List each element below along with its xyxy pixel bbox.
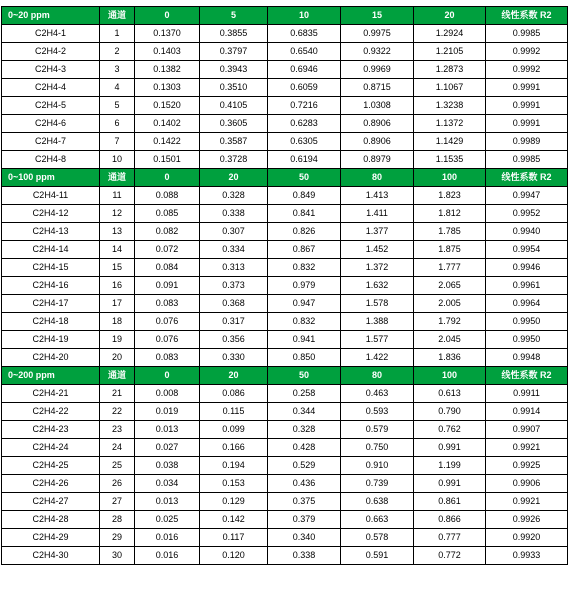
channel-cell: 14	[100, 241, 135, 259]
sensor-id-cell: C2H4-30	[2, 547, 100, 565]
channel-cell: 30	[100, 547, 135, 565]
value-cell: 0.841	[268, 205, 341, 223]
value-cell: 0.166	[200, 439, 268, 457]
table-row	[2, 529, 568, 547]
value-cell: 1.372	[341, 259, 414, 277]
value-cell: 0.991	[414, 475, 486, 493]
r2-cell: 0.9954	[486, 241, 568, 259]
r2-cell: 0.9948	[486, 349, 568, 367]
sensor-id-cell: C2H4-21	[2, 385, 100, 403]
value-cell: 0.529	[268, 457, 341, 475]
value-cell: 0.8906	[341, 115, 414, 133]
value-cell: 0.3797	[200, 43, 268, 61]
value-cell: 0.4105	[200, 97, 268, 115]
r2-cell: 0.9921	[486, 493, 568, 511]
value-cell: 0.317	[200, 313, 268, 331]
value-cell: 0.344	[268, 403, 341, 421]
value-cell: 0.076	[135, 313, 200, 331]
value-cell: 0.019	[135, 403, 200, 421]
value-cell: 0.1303	[135, 79, 200, 97]
value-cell: 0.083	[135, 349, 200, 367]
value-cell: 1.777	[414, 259, 486, 277]
sensor-id-cell: C2H4-16	[2, 277, 100, 295]
channel-cell: 17	[100, 295, 135, 313]
channel-cell: 2	[100, 43, 135, 61]
r2-cell: 0.9950	[486, 313, 568, 331]
value-cell: 0.373	[200, 277, 268, 295]
value-cell: 0.3587	[200, 133, 268, 151]
channel-cell: 16	[100, 277, 135, 295]
r2-header: 线性系数 R2	[486, 367, 568, 385]
section-header-row	[2, 169, 568, 187]
value-cell: 0.1403	[135, 43, 200, 61]
sensor-id-cell: C2H4-2	[2, 43, 100, 61]
value-cell: 0.307	[200, 223, 268, 241]
value-cell: 1.413	[341, 187, 414, 205]
value-cell: 0.085	[135, 205, 200, 223]
value-cell: 0.663	[341, 511, 414, 529]
value-cell: 0.379	[268, 511, 341, 529]
r2-cell: 0.9911	[486, 385, 568, 403]
value-cell: 0.436	[268, 475, 341, 493]
sensor-id-cell: C2H4-20	[2, 349, 100, 367]
value-cell: 1.377	[341, 223, 414, 241]
value-cell: 0.3510	[200, 79, 268, 97]
r2-cell: 0.9952	[486, 205, 568, 223]
table-row	[2, 241, 568, 259]
table-row	[2, 421, 568, 439]
range-label: 0~200 ppm	[2, 367, 100, 385]
calibration-table	[1, 6, 568, 565]
value-cell: 0.8979	[341, 151, 414, 169]
value-cell: 0.328	[268, 421, 341, 439]
value-cell: 1.1535	[414, 151, 486, 169]
value-cell: 0.850	[268, 349, 341, 367]
channel-cell: 23	[100, 421, 135, 439]
value-cell: 0.7216	[268, 97, 341, 115]
sensor-id-cell: C2H4-26	[2, 475, 100, 493]
value-cell: 0.866	[414, 511, 486, 529]
r2-cell: 0.9940	[486, 223, 568, 241]
value-cell: 0.832	[268, 313, 341, 331]
table-row	[2, 403, 568, 421]
value-cell: 0.258	[268, 385, 341, 403]
value-cell: 0.579	[341, 421, 414, 439]
value-cell: 0.086	[200, 385, 268, 403]
value-cell: 0.826	[268, 223, 341, 241]
channel-cell: 4	[100, 79, 135, 97]
r2-cell: 0.9933	[486, 547, 568, 565]
value-cell: 1.875	[414, 241, 486, 259]
r2-cell: 0.9989	[486, 133, 568, 151]
table-row	[2, 547, 568, 565]
value-cell: 1.2105	[414, 43, 486, 61]
sensor-id-cell: C2H4-3	[2, 61, 100, 79]
value-cell: 0.638	[341, 493, 414, 511]
value-cell: 0.038	[135, 457, 200, 475]
channel-cell: 18	[100, 313, 135, 331]
table-row	[2, 475, 568, 493]
channel-cell: 6	[100, 115, 135, 133]
channel-cell: 10	[100, 151, 135, 169]
value-cell: 0.016	[135, 529, 200, 547]
concentration-header: 0	[135, 367, 200, 385]
value-cell: 0.6540	[268, 43, 341, 61]
channel-header: 通道	[100, 7, 135, 25]
r2-cell: 0.9950	[486, 331, 568, 349]
value-cell: 1.1372	[414, 115, 486, 133]
table-row	[2, 331, 568, 349]
value-cell: 0.6946	[268, 61, 341, 79]
sensor-id-cell: C2H4-1	[2, 25, 100, 43]
value-cell: 0.867	[268, 241, 341, 259]
value-cell: 0.1370	[135, 25, 200, 43]
value-cell: 0.750	[341, 439, 414, 457]
table-row	[2, 133, 568, 151]
value-cell: 0.613	[414, 385, 486, 403]
value-cell: 0.072	[135, 241, 200, 259]
channel-cell: 5	[100, 97, 135, 115]
channel-cell: 25	[100, 457, 135, 475]
table-row	[2, 259, 568, 277]
value-cell: 0.1402	[135, 115, 200, 133]
value-cell: 0.6059	[268, 79, 341, 97]
sensor-id-cell: C2H4-13	[2, 223, 100, 241]
table-row	[2, 187, 568, 205]
channel-cell: 27	[100, 493, 135, 511]
channel-cell: 3	[100, 61, 135, 79]
r2-cell: 0.9992	[486, 43, 568, 61]
value-cell: 0.3605	[200, 115, 268, 133]
value-cell: 0.142	[200, 511, 268, 529]
sensor-id-cell: C2H4-19	[2, 331, 100, 349]
concentration-header: 100	[414, 367, 486, 385]
value-cell: 0.083	[135, 295, 200, 313]
table-row	[2, 385, 568, 403]
value-cell: 0.991	[414, 439, 486, 457]
sensor-id-cell: C2H4-25	[2, 457, 100, 475]
concentration-header: 20	[414, 7, 486, 25]
value-cell: 1.2873	[414, 61, 486, 79]
value-cell: 0.910	[341, 457, 414, 475]
value-cell: 0.091	[135, 277, 200, 295]
value-cell: 0.375	[268, 493, 341, 511]
value-cell: 0.772	[414, 547, 486, 565]
r2-cell: 0.9907	[486, 421, 568, 439]
value-cell: 1.411	[341, 205, 414, 223]
r2-cell: 0.9991	[486, 115, 568, 133]
table-row	[2, 223, 568, 241]
r2-cell: 0.9906	[486, 475, 568, 493]
value-cell: 0.8715	[341, 79, 414, 97]
value-cell: 0.013	[135, 421, 200, 439]
value-cell: 1.0308	[341, 97, 414, 115]
channel-header: 通道	[100, 169, 135, 187]
r2-header: 线性系数 R2	[486, 7, 568, 25]
value-cell: 0.3728	[200, 151, 268, 169]
concentration-header: 20	[200, 169, 268, 187]
value-cell: 0.120	[200, 547, 268, 565]
r2-cell: 0.9914	[486, 403, 568, 421]
value-cell: 0.832	[268, 259, 341, 277]
concentration-header: 0	[135, 169, 200, 187]
value-cell: 0.340	[268, 529, 341, 547]
value-cell: 0.3943	[200, 61, 268, 79]
value-cell: 0.013	[135, 493, 200, 511]
value-cell: 0.338	[268, 547, 341, 565]
value-cell: 0.334	[200, 241, 268, 259]
value-cell: 1.785	[414, 223, 486, 241]
r2-cell: 0.9947	[486, 187, 568, 205]
value-cell: 0.849	[268, 187, 341, 205]
channel-cell: 26	[100, 475, 135, 493]
table-row	[2, 493, 568, 511]
value-cell: 0.593	[341, 403, 414, 421]
value-cell: 1.422	[341, 349, 414, 367]
value-cell: 0.9975	[341, 25, 414, 43]
concentration-header: 20	[200, 367, 268, 385]
table-row	[2, 313, 568, 331]
concentration-header: 50	[268, 169, 341, 187]
sensor-id-cell: C2H4-24	[2, 439, 100, 457]
sensor-id-cell: C2H4-17	[2, 295, 100, 313]
sensor-id-cell: C2H4-11	[2, 187, 100, 205]
value-cell: 0.008	[135, 385, 200, 403]
value-cell: 1.1429	[414, 133, 486, 151]
r2-cell: 0.9920	[486, 529, 568, 547]
concentration-header: 10	[268, 7, 341, 25]
value-cell: 0.099	[200, 421, 268, 439]
value-cell: 0.979	[268, 277, 341, 295]
value-cell: 0.356	[200, 331, 268, 349]
value-cell: 1.199	[414, 457, 486, 475]
sensor-id-cell: C2H4-7	[2, 133, 100, 151]
value-cell: 1.3238	[414, 97, 486, 115]
value-cell: 1.577	[341, 331, 414, 349]
section-header-row	[2, 367, 568, 385]
concentration-header: 100	[414, 169, 486, 187]
concentration-header: 80	[341, 169, 414, 187]
value-cell: 0.082	[135, 223, 200, 241]
sensor-id-cell: C2H4-29	[2, 529, 100, 547]
value-cell: 0.578	[341, 529, 414, 547]
value-cell: 0.6283	[268, 115, 341, 133]
channel-cell: 20	[100, 349, 135, 367]
value-cell: 0.428	[268, 439, 341, 457]
value-cell: 0.1382	[135, 61, 200, 79]
value-cell: 0.777	[414, 529, 486, 547]
concentration-header: 0	[135, 7, 200, 25]
table-row	[2, 43, 568, 61]
value-cell: 1.578	[341, 295, 414, 313]
concentration-header: 15	[341, 7, 414, 25]
value-cell: 0.790	[414, 403, 486, 421]
value-cell: 0.9969	[341, 61, 414, 79]
sensor-id-cell: C2H4-18	[2, 313, 100, 331]
sensor-id-cell: C2H4-14	[2, 241, 100, 259]
section-header-row	[2, 7, 568, 25]
range-label: 0~100 ppm	[2, 169, 100, 187]
value-cell: 0.1501	[135, 151, 200, 169]
range-label: 0~20 ppm	[2, 7, 100, 25]
channel-cell: 24	[100, 439, 135, 457]
value-cell: 0.016	[135, 547, 200, 565]
channel-cell: 12	[100, 205, 135, 223]
sensor-id-cell: C2H4-12	[2, 205, 100, 223]
value-cell: 1.452	[341, 241, 414, 259]
r2-cell: 0.9921	[486, 439, 568, 457]
value-cell: 1.2924	[414, 25, 486, 43]
r2-cell: 0.9991	[486, 97, 568, 115]
table-row	[2, 295, 568, 313]
value-cell: 0.861	[414, 493, 486, 511]
value-cell: 0.076	[135, 331, 200, 349]
channel-cell: 19	[100, 331, 135, 349]
value-cell: 0.153	[200, 475, 268, 493]
value-cell: 0.6194	[268, 151, 341, 169]
channel-cell: 21	[100, 385, 135, 403]
concentration-header: 50	[268, 367, 341, 385]
table-row	[2, 511, 568, 529]
r2-cell: 0.9961	[486, 277, 568, 295]
value-cell: 1.1067	[414, 79, 486, 97]
r2-cell: 0.9925	[486, 457, 568, 475]
value-cell: 0.194	[200, 457, 268, 475]
r2-cell: 0.9964	[486, 295, 568, 313]
value-cell: 0.8906	[341, 133, 414, 151]
table-row	[2, 205, 568, 223]
sensor-id-cell: C2H4-6	[2, 115, 100, 133]
value-cell: 0.739	[341, 475, 414, 493]
value-cell: 0.368	[200, 295, 268, 313]
concentration-header: 80	[341, 367, 414, 385]
table-row	[2, 349, 568, 367]
value-cell: 0.941	[268, 331, 341, 349]
value-cell: 1.812	[414, 205, 486, 223]
value-cell: 1.632	[341, 277, 414, 295]
channel-cell: 28	[100, 511, 135, 529]
table-row	[2, 61, 568, 79]
channel-cell: 11	[100, 187, 135, 205]
sensor-id-cell: C2H4-27	[2, 493, 100, 511]
table-row	[2, 439, 568, 457]
value-cell: 1.792	[414, 313, 486, 331]
value-cell: 0.3855	[200, 25, 268, 43]
value-cell: 1.388	[341, 313, 414, 331]
sensor-id-cell: C2H4-22	[2, 403, 100, 421]
r2-cell: 0.9926	[486, 511, 568, 529]
value-cell: 1.836	[414, 349, 486, 367]
sensor-id-cell: C2H4-28	[2, 511, 100, 529]
sensor-id-cell: C2H4-5	[2, 97, 100, 115]
table-row	[2, 97, 568, 115]
value-cell: 0.330	[200, 349, 268, 367]
sensor-id-cell: C2H4-4	[2, 79, 100, 97]
value-cell: 0.117	[200, 529, 268, 547]
value-cell: 2.005	[414, 295, 486, 313]
sensor-id-cell: C2H4-23	[2, 421, 100, 439]
table-row	[2, 457, 568, 475]
value-cell: 0.463	[341, 385, 414, 403]
value-cell: 2.045	[414, 331, 486, 349]
channel-cell: 13	[100, 223, 135, 241]
sensor-id-cell: C2H4-8	[2, 151, 100, 169]
table-row	[2, 151, 568, 169]
value-cell: 0.1520	[135, 97, 200, 115]
concentration-header: 5	[200, 7, 268, 25]
value-cell: 0.084	[135, 259, 200, 277]
value-cell: 0.9322	[341, 43, 414, 61]
r2-cell: 0.9992	[486, 61, 568, 79]
r2-cell: 0.9985	[486, 151, 568, 169]
value-cell: 0.338	[200, 205, 268, 223]
channel-cell: 1	[100, 25, 135, 43]
r2-cell: 0.9946	[486, 259, 568, 277]
table-row	[2, 277, 568, 295]
value-cell: 0.947	[268, 295, 341, 313]
channel-cell: 15	[100, 259, 135, 277]
channel-header: 通道	[100, 367, 135, 385]
value-cell: 1.823	[414, 187, 486, 205]
r2-cell: 0.9991	[486, 79, 568, 97]
value-cell: 0.591	[341, 547, 414, 565]
value-cell: 0.6305	[268, 133, 341, 151]
value-cell: 0.313	[200, 259, 268, 277]
value-cell: 0.115	[200, 403, 268, 421]
table-row	[2, 115, 568, 133]
sensor-id-cell: C2H4-15	[2, 259, 100, 277]
value-cell: 0.034	[135, 475, 200, 493]
value-cell: 0.129	[200, 493, 268, 511]
value-cell: 0.328	[200, 187, 268, 205]
value-cell: 0.027	[135, 439, 200, 457]
table-row	[2, 25, 568, 43]
r2-header: 线性系数 R2	[486, 169, 568, 187]
value-cell: 2.065	[414, 277, 486, 295]
value-cell: 0.025	[135, 511, 200, 529]
value-cell: 0.762	[414, 421, 486, 439]
r2-cell: 0.9985	[486, 25, 568, 43]
value-cell: 0.1422	[135, 133, 200, 151]
table-row	[2, 79, 568, 97]
value-cell: 0.6835	[268, 25, 341, 43]
channel-cell: 22	[100, 403, 135, 421]
channel-cell: 7	[100, 133, 135, 151]
value-cell: 0.088	[135, 187, 200, 205]
table-body	[2, 7, 568, 565]
channel-cell: 29	[100, 529, 135, 547]
